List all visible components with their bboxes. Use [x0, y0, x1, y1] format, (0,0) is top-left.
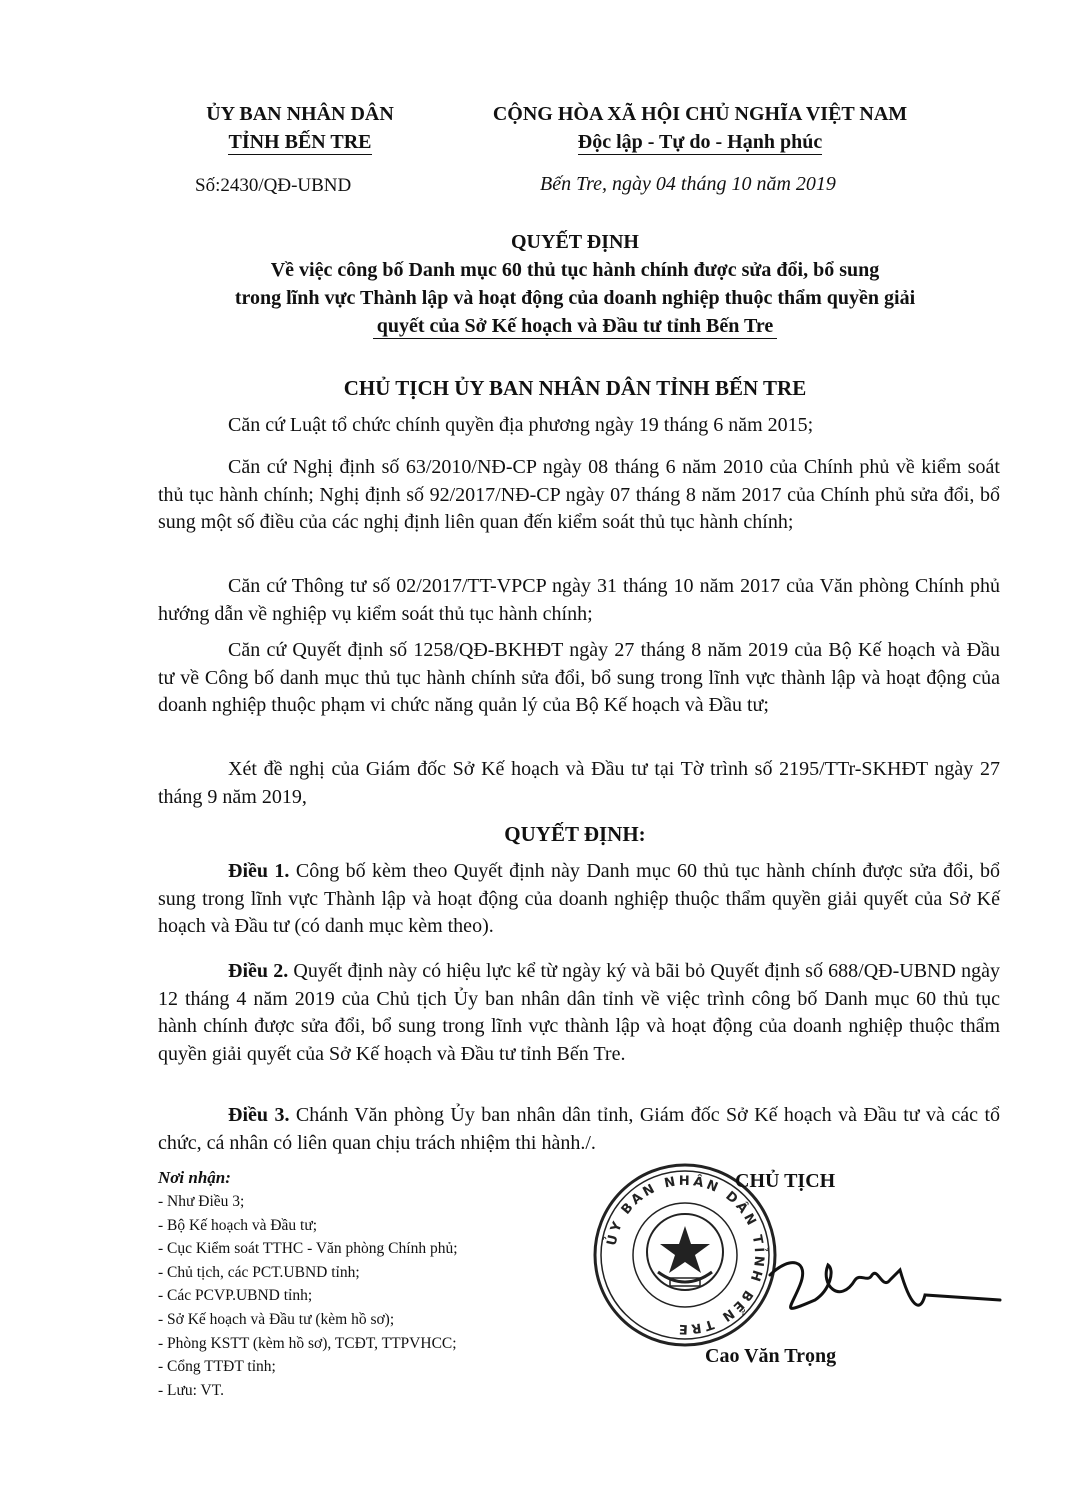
recipients-title: Nơi nhận: [158, 1168, 231, 1187]
national-header [470, 100, 930, 156]
title-line3: quyết của Sở Kế hoạch và Đầu tư tỉnh Bến Tre [373, 314, 777, 339]
article-text: Công bố kèm theo Quyết định này Danh mục 60 thủ tục hành chính được sửa đổi, bổ sung trong lĩnh vực Thành lập và hoạt động của doanh nghiệp thuộc thẩm quyền giải quyết của Sở Kế hoạch và Đầu tư (có danh mục kèm theo). [158, 860, 1001, 937]
title-line2: trong lĩnh vực Thành lập và hoạt động của doanh nghiệp thuộc thẩm quyền giải [234, 287, 916, 309]
signer-title: CHỦ TỊCH [735, 1170, 836, 1192]
preamble-paragraph: Xét đề nghị của Giám đốc Sở Kế hoạch và Đầu tư tại Tờ trình số 2195/TTr-SKHĐT ngày 27 tháng 9 năm 2019, [158, 758, 1000, 808]
recipient-item: - Sở Kế hoạch và Đầu tư (kèm hồ sơ); [158, 1310, 395, 1328]
article-label: Điều 1. [228, 860, 290, 882]
article-3 [158, 1102, 1000, 1157]
preamble-paragraph: Căn cứ Luật tổ chức chính quyền địa phương ngày 19 tháng 6 năm 2015; [228, 414, 814, 436]
article-label: Điều 2. [228, 960, 289, 982]
decision-title [150, 228, 1000, 340]
preamble-paragraph: Căn cứ Quyết định số 1258/QĐ-BKHĐT ngày 27 tháng 8 năm 2019 của Bộ Kế hoạch và Đầu tư về Công bố danh mục thủ tục hành chính sửa đổi, bổ sung trong lĩnh vực thành lập và hoạt động của doanh nghiệp thuộc phạm vi chức năng quản lý của Bộ Kế hoạch và Đầu tư; [158, 639, 1000, 716]
recipient-item: - Cục Kiểm soát TTHC - Văn phòng Chính phủ; [158, 1240, 458, 1258]
nation-motto: Độc lập - Tự do - Hạnh phúc [577, 131, 823, 153]
agency-line1: ỦY BAN NHÂN DÂN [206, 103, 394, 125]
nation-line1: CỘNG HÒA XÃ HỘI CHỦ NGHĨA VIỆT NAM [492, 103, 908, 125]
article-text: Quyết định này có hiệu lực kể từ ngày ký và bãi bỏ Quyết định số 688/QĐ-UBND ngày 12 tháng 4 năm 2019 của Chủ tịch Ủy ban nhân dân tỉnh về việc trình công bố Danh mục 60 thủ tục hành chính được sửa đổi, bổ sung trong lĩnh vực thành lập và hoạt động của doanh nghiệp thuộc thẩm quyền giải quyết của Sở Kế hoạch và Đầu tư tỉnh Bến Tre. [158, 960, 1000, 1065]
signature-icon [760, 1245, 1010, 1335]
signer-name: Cao Văn Trọng [705, 1345, 837, 1367]
document-number: Số:2430/QĐ-UBND [195, 175, 352, 196]
recipient-item: - Cổng TTĐT tỉnh; [158, 1358, 276, 1376]
article-text: Chánh Văn phòng Ủy ban nhân dân tỉnh, Giám đốc Sở Kế hoạch và Đầu tư và các tổ chức, cá nhân có liên quan chịu trách nhiệm thi hành./. [158, 1104, 1001, 1154]
place-date: Bến Tre, ngày 04 tháng 10 năm 2019 [540, 173, 836, 195]
recipient-item: - Chủ tịch, các PCT.UBND tỉnh; [158, 1263, 360, 1281]
recipient-item: - Như Điều 3; [158, 1193, 245, 1210]
seal-text: ỦY BAN NHÂN DÂN TỈNH BẾN TRE [604, 1173, 767, 1337]
issuing-agency [150, 100, 450, 156]
recipient-item: - Bộ Kế hoạch và Đầu tư; [158, 1216, 318, 1234]
preamble-paragraph: Căn cứ Thông tư số 02/2017/TT-VPCP ngày 31 tháng 10 năm 2017 của Văn phòng Chính phủ hướng dẫn về nghiệp vụ kiểm soát thủ tục hành chính; [158, 575, 1000, 625]
title-line1: Về việc công bố Danh mục 60 thủ tục hành chính được sửa đổi, bổ sung [270, 259, 880, 281]
emblem-icon [647, 1214, 723, 1290]
article-label: Điều 3. [228, 1104, 290, 1126]
title-heading: QUYẾT ĐỊNH [511, 231, 639, 253]
recipient-item: - Các PCVP.UBND tỉnh; [158, 1287, 313, 1305]
issuing-authority: CHỦ TỊCH ỦY BAN NHÂN DÂN TỈNH BẾN TRE [343, 376, 807, 400]
handwritten-signature [760, 1245, 1010, 1340]
article-2 [158, 958, 1000, 1068]
article-1 [158, 858, 1000, 941]
decision-heading: QUYẾT ĐỊNH: [504, 822, 646, 846]
preamble-paragraph: Căn cứ Nghị định số 63/2010/NĐ-CP ngày 08 tháng 6 năm 2010 của Chính phủ về kiểm soát thủ tục hành chính; Nghị định số 92/2017/NĐ-CP ngày 07 tháng 8 năm 2017 của Chính phủ sửa đổi, bổ sung một số điều của các nghị định liên quan đến kiểm soát thủ tục hành chính; [158, 456, 1000, 533]
agency-line2: TỈNH BẾN TRE [228, 131, 372, 153]
recipients-list [158, 1190, 458, 1402]
recipient-item: - Phòng KSTT (kèm hồ sơ), TCĐT, TTPVHCC; [158, 1334, 457, 1352]
recipient-item: - Lưu: VT. [158, 1381, 224, 1399]
